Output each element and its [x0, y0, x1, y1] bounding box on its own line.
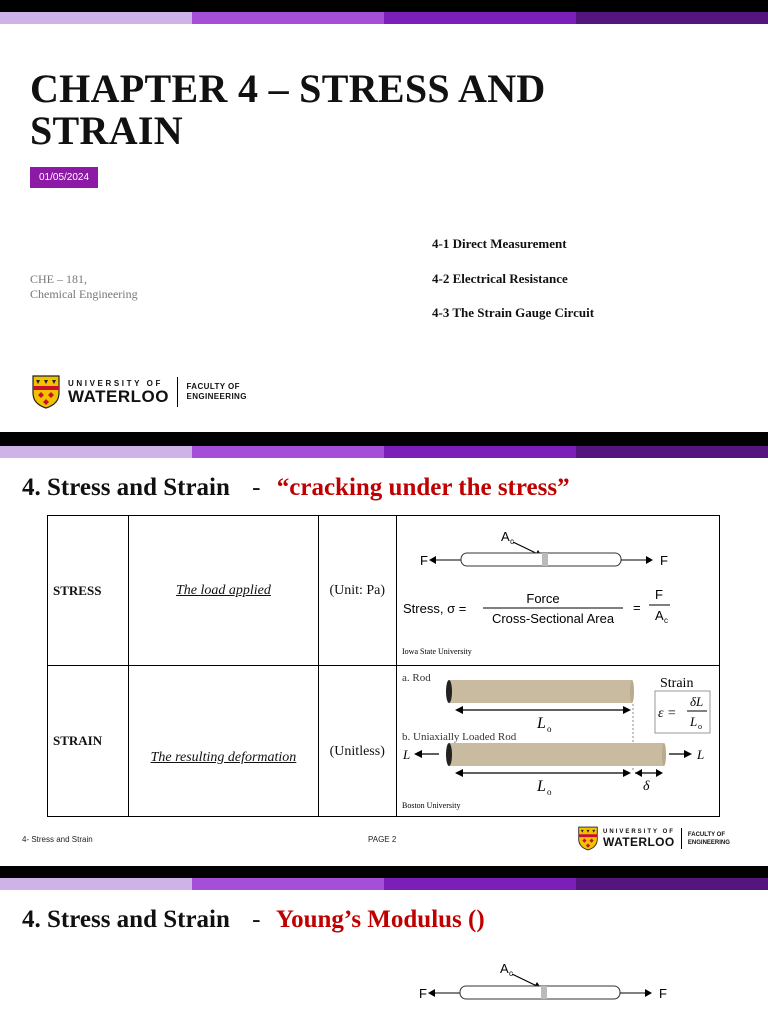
logo-faculty-line1: FACULTY OF	[687, 831, 726, 838]
logo-faculty-line1: FACULTY OF	[186, 382, 240, 391]
cross-section	[542, 553, 548, 566]
rod-loaded	[449, 743, 664, 766]
rhs-denominator-sub: c	[663, 616, 668, 625]
slide2-heading-main: 4. Stress and Strain	[22, 474, 230, 501]
strain-denominator: L	[689, 714, 698, 729]
force-right-arrow-icon	[645, 989, 652, 997]
stress-strain-table	[47, 515, 720, 817]
formula-numerator: Force	[526, 591, 560, 606]
definition-cell	[129, 666, 318, 817]
term-cell	[48, 516, 129, 666]
date-badge: 01/05/2024	[30, 167, 98, 188]
rod-end	[446, 743, 452, 766]
force-right-label: F	[659, 986, 667, 1001]
logo-waterloo: WATERLOO	[603, 834, 675, 849]
slide3-rod-figure	[404, 950, 704, 1024]
rod-end	[630, 680, 634, 703]
topic-item: 4-3 The Strain Gauge Circuit	[432, 305, 595, 320]
slide2-color-band	[0, 446, 768, 458]
strain-lhs: ε =	[657, 706, 677, 721]
slide1-color-band	[0, 12, 768, 24]
strain-denominator-sub: o	[697, 722, 702, 731]
footer-chapter: 4- Stress and Strain	[22, 835, 93, 844]
strain-numerator: δL	[689, 694, 704, 709]
unit-stress: (Unit: Pa)	[329, 582, 386, 598]
stress-figure	[397, 516, 719, 665]
formula-prefix: Stress, σ =	[402, 601, 467, 616]
load-left-label: L	[402, 747, 411, 762]
waterloo-logo	[32, 375, 247, 409]
force-left-label: F	[419, 553, 428, 568]
length-label: L	[536, 778, 546, 795]
rod-end	[662, 743, 666, 766]
footer-page-number: PAGE 2	[368, 835, 397, 844]
university-crest-icon	[32, 375, 60, 409]
force-left-label: F	[419, 986, 427, 1001]
logo-university-of: UNIVERSITY OF	[603, 828, 675, 835]
rod-label: a. Rod	[401, 672, 431, 684]
slide2-heading-sub: “cracking under the stress”	[276, 474, 570, 501]
force-left-arrow-icon	[428, 989, 435, 997]
figure-cell	[396, 516, 719, 666]
load-left-arrow-icon	[414, 750, 422, 758]
formula-denominator: Cross-Sectional Area	[491, 611, 615, 626]
logo-faculty-line2: ENGINEERING	[687, 839, 730, 846]
slide3-heading-sub: Young’s Modulus ()	[275, 906, 485, 933]
slide3-top-bar	[0, 866, 768, 878]
logo-divider	[177, 377, 179, 407]
loaded-rod-label: b. Uniaxially Loaded Rod	[401, 731, 517, 743]
table-row	[48, 666, 720, 817]
figure-cell	[396, 666, 719, 817]
university-crest-icon	[578, 826, 598, 851]
area-label: A	[500, 529, 510, 544]
course-code: CHE – 181,	[30, 272, 87, 286]
force-left-arrow-icon	[429, 556, 436, 564]
term-cell	[48, 666, 129, 817]
logo-divider	[681, 828, 682, 849]
force-right-arrow-icon	[646, 556, 653, 564]
slide3-heading-dash: -	[252, 906, 261, 933]
logo-university-of: UNIVERSITY OF	[68, 378, 163, 388]
slide3-heading	[22, 906, 485, 934]
rhs-denominator: A	[654, 608, 664, 623]
unit-cell	[318, 516, 396, 666]
unit-cell	[318, 666, 396, 817]
topic-item: 4-1 Direct Measurement	[432, 236, 567, 251]
slide2-top-bar	[0, 432, 768, 446]
length-label: L	[536, 715, 546, 732]
waterloo-logo-small	[578, 826, 730, 851]
logo-waterloo: WATERLOO	[68, 386, 169, 406]
rhs-numerator: F	[655, 587, 663, 602]
area-label-sub: c	[509, 537, 514, 546]
formula-equals: =	[632, 600, 641, 615]
strain-figure	[397, 666, 719, 816]
slide3-heading-main: 4. Stress and Strain	[22, 906, 230, 933]
strain-title: Strain	[659, 676, 694, 691]
rod-end	[446, 680, 452, 703]
logo-faculty-line2: ENGINEERING	[186, 392, 247, 401]
topic-list	[432, 236, 594, 340]
table-row	[48, 516, 720, 666]
force-right-label: F	[659, 553, 668, 568]
course-info	[30, 272, 138, 302]
load-right-label: L	[696, 747, 705, 762]
cross-section	[541, 986, 547, 999]
stress-rod	[461, 553, 621, 566]
slide1-title: CHAPTER 4 – STRESS AND STRAIN	[30, 66, 546, 153]
term-strain: STRAIN	[53, 733, 103, 748]
slide2-heading-dash: -	[252, 474, 261, 501]
delta-label: δ	[642, 779, 650, 794]
source-boston: Boston University	[401, 801, 461, 810]
slide2-heading	[22, 474, 570, 502]
definition-stress: The load applied	[176, 582, 271, 598]
slide1-top-bar	[0, 0, 768, 12]
topic-item: 4-2 Electrical Resistance	[432, 270, 568, 286]
length-label-sub: o	[546, 787, 552, 797]
definition-cell	[129, 516, 318, 666]
rod-unloaded	[449, 680, 632, 703]
unit-strain: (Unitless)	[329, 744, 385, 759]
term-stress: STRESS	[53, 582, 102, 598]
slide3-color-band	[0, 878, 768, 890]
rod	[460, 986, 620, 999]
area-label-sub: c	[509, 969, 513, 978]
source-iowa: Iowa State University	[401, 647, 472, 656]
load-right-arrow-icon	[684, 750, 692, 758]
definition-strain: The resulting deformation	[150, 750, 297, 765]
length-label-sub: o	[546, 724, 552, 734]
course-department: Chemical Engineering	[30, 287, 138, 301]
area-label: A	[500, 961, 509, 976]
